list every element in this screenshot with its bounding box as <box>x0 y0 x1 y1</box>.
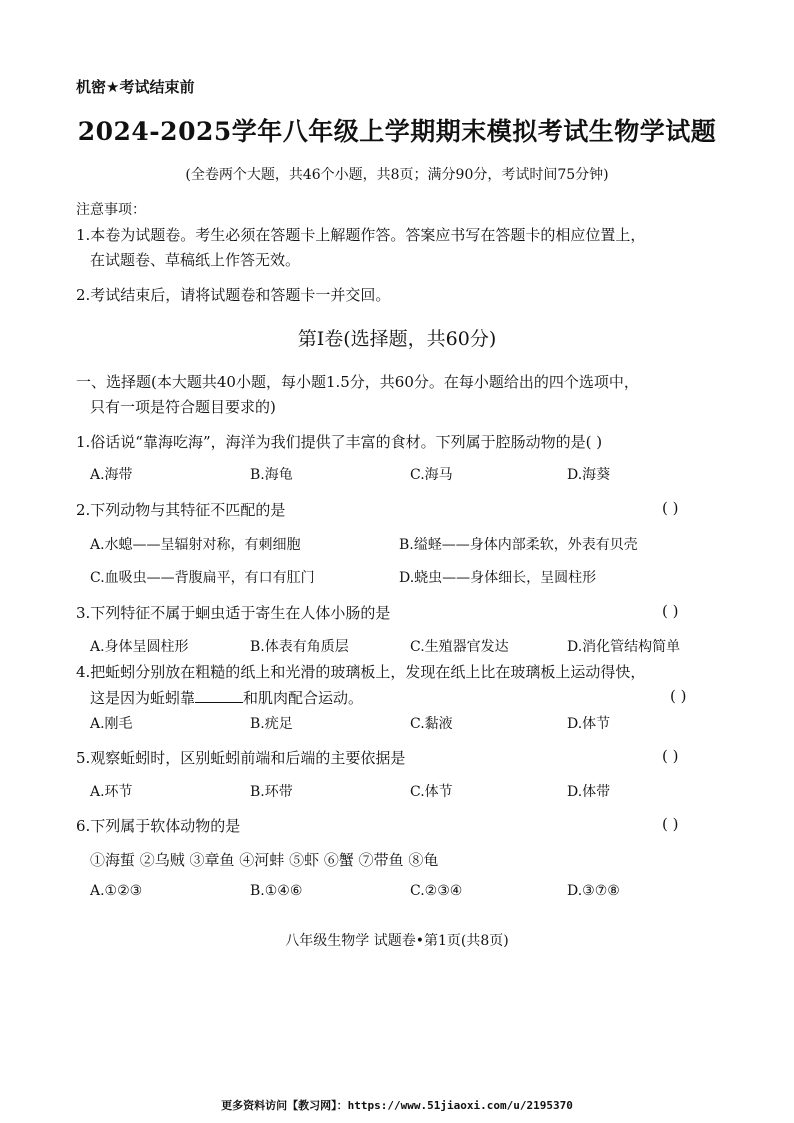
exam-title: 2024-2025学年八年级上学期期末模拟考试生物学试题 <box>77 117 717 146</box>
question-4-stem-part-a: 这是因为蚯蚓靠 <box>90 689 196 707</box>
question-2-option-a: A.水螅——呈辐射对称，有刺细胞 <box>90 537 301 553</box>
question-2-option-b: B.缢蛏——身体内部柔软，外表有贝壳 <box>399 537 638 553</box>
question-5-option-b: B.环带 <box>250 784 293 800</box>
notice-item-1-line-1: 1.本卷为试题卷。考生必须在答题卡上解题作答。答案应书写在答题卡的相应位置上， <box>76 226 646 244</box>
section-intro-line-2: 只有一项是符合题目要求的) <box>90 398 276 416</box>
notice-item-2: 2.考试结束后，请将试题卷和答题卡一并交回。 <box>76 286 391 304</box>
page-footer: 八年级生物学 试题卷•第1页(共8页) <box>285 933 509 949</box>
notice-item-1-line-2: 在试题卷、草稿纸上作答无效。 <box>90 251 301 269</box>
question-1-option-d: D.海葵 <box>567 467 611 483</box>
question-3-option-b: B.体表有角质层 <box>250 639 349 655</box>
question-6-answer-paren: ( ) <box>662 815 679 833</box>
exam-subtitle: (全卷两个大题，共46个小题，共8页；满分90分，考试时间75分钟) <box>185 167 609 183</box>
question-3-stem: 3.下列特征不属于蛔虫适于寄生在人体小肠的是 <box>76 604 391 622</box>
question-5-stem: 5.观察蚯蚓时，区别蚯蚓前端和后端的主要依据是 <box>76 749 406 767</box>
question-5-option-d: D.体带 <box>567 784 611 800</box>
question-3-answer-paren: ( ) <box>662 602 679 620</box>
question-4-blank <box>195 688 243 703</box>
question-5-option-c: C.体节 <box>410 784 453 800</box>
question-2-stem: 2.下列动物与其特征不匹配的是 <box>76 501 286 519</box>
question-1-option-b: B.海龟 <box>250 467 293 483</box>
question-4-stem-line-1: 4.把蚯蚓分别放在粗糙的纸上和光滑的玻璃板上，发现在纸上比在玻璃板上运动得快， <box>76 663 646 681</box>
source-note: 更多资料访问【教习网】：https://www.51jiaoxi.com/u/2195370 <box>221 1099 573 1112</box>
question-3-option-a: A.身体呈圆柱形 <box>90 639 189 655</box>
notice-heading: 注意事项： <box>76 202 146 218</box>
question-2-option-c: C.血吸虫——背腹扁平，有口有肛门 <box>90 570 315 586</box>
question-6-option-d: D.③⑦⑧ <box>567 883 620 899</box>
section-intro-line-1: 一、选择题(本大题共40小题，每小题1.5分，共60分。在每小题给出的四个选项中， <box>76 373 639 391</box>
question-4-answer-paren: ( ) <box>670 687 687 705</box>
question-1-stem: 1.俗话说“靠海吃海”，海洋为我们提供了丰富的食材。下列属于腔肠动物的是( ) <box>76 433 603 451</box>
question-4-stem-part-b: 和肌肉配合运动。 <box>243 689 364 707</box>
question-4-stem-line-2 <box>90 687 363 708</box>
question-6-stem: 6.下列属于软体动物的是 <box>76 817 241 835</box>
question-6-option-b: B.①④⑥ <box>250 883 303 899</box>
question-5-option-a: A.环节 <box>90 784 133 800</box>
question-6-option-a: A.①②③ <box>90 883 143 899</box>
question-4-option-d: D.体节 <box>567 716 611 732</box>
question-1-option-c: C.海马 <box>410 467 453 483</box>
question-2-option-d: D.蛲虫——身体细长，呈圆柱形 <box>399 570 597 586</box>
question-6-item-list: ①海蜇 ②乌贼 ③章鱼 ④河蚌 ⑤虾 ⑥蟹 ⑦带鱼 ⑧龟 <box>90 851 439 869</box>
question-2-answer-paren: ( ) <box>662 499 679 517</box>
section-title: 第Ⅰ卷(选择题，共60分) <box>297 328 497 350</box>
question-3-option-c: C.生殖器官发达 <box>410 639 509 655</box>
question-5-answer-paren: ( ) <box>662 747 679 765</box>
question-3-option-d: D.消化管结构简单 <box>567 639 681 655</box>
question-4-option-c: C.黏液 <box>410 716 453 732</box>
question-6-option-c: C.②③④ <box>410 883 463 899</box>
question-4-option-a: A.刚毛 <box>90 716 133 732</box>
question-4-option-b: B.疣足 <box>250 716 293 732</box>
confidential-label: 机密★考试结束前 <box>76 78 195 96</box>
question-1-option-a: A.海带 <box>90 467 133 483</box>
